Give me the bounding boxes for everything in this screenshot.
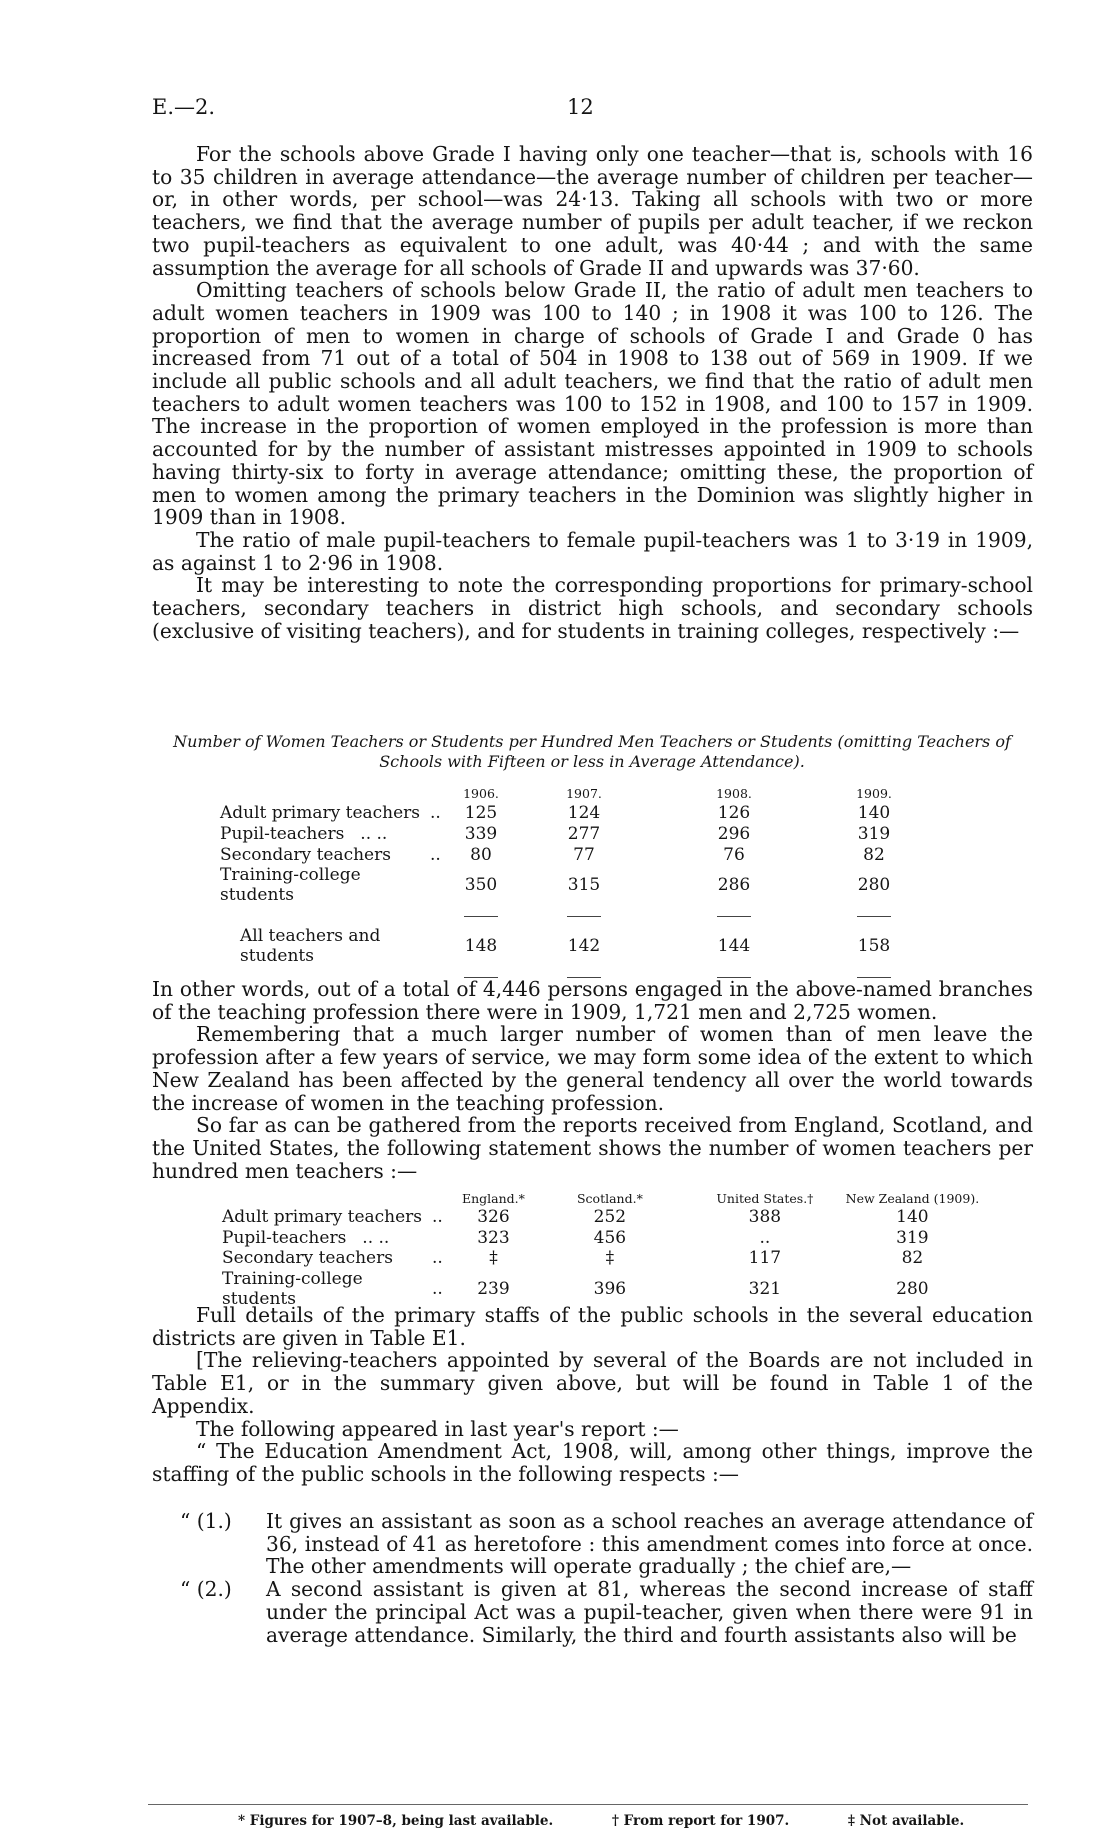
table-row xyxy=(222,1207,990,1228)
cell-value: 126 xyxy=(717,802,751,823)
table-row xyxy=(220,823,944,844)
table-international-comparison xyxy=(222,1190,990,1309)
table-row xyxy=(220,802,944,823)
cell-value: 296 xyxy=(717,823,751,844)
footnote: * Figures for 1907–8, being last available. xyxy=(238,1813,554,1829)
row-label xyxy=(220,823,430,844)
cell-value: 456 xyxy=(593,1227,627,1248)
list-item-number: “ (1.) xyxy=(180,1509,232,1533)
paragraph: “ The Education Amendment Act, 1908, will, among other things, improve the staffing of the public schools in the following respects :— xyxy=(152,1439,1033,1486)
row-leader: .. xyxy=(430,802,441,823)
cell-value: 319 xyxy=(896,1227,929,1248)
row-spacer xyxy=(430,823,458,844)
cell-value: 388 xyxy=(748,1207,782,1228)
footnote-divider xyxy=(148,1804,1028,1805)
cell-value: 280 xyxy=(896,1278,929,1299)
body-text-bottom xyxy=(152,1304,1033,1486)
row-label xyxy=(222,1228,432,1249)
table-total-row xyxy=(220,926,944,966)
row-label: Training-college students xyxy=(220,865,361,905)
column-header: 1908. xyxy=(716,786,752,801)
row-spacer xyxy=(432,1228,462,1249)
cell-value: 125 xyxy=(464,802,498,823)
cell-value: 280 xyxy=(857,875,891,895)
page-series-label: E.—2. xyxy=(152,95,216,119)
rule-dash xyxy=(717,916,751,917)
list-item-text: A second assistant is given at 81, whereas the second increase of staff under the principal Act was a pupil-teacher, given when there were 91 in average attendance. Similarly, the third and fourth assistants also will be xyxy=(266,1577,1033,1647)
cell-value: 82 xyxy=(901,1248,924,1269)
column-header: New Zealand (1909). xyxy=(845,1191,980,1206)
list-item-number: “ (2.) xyxy=(180,1577,232,1602)
row-label: Training-college students xyxy=(222,1268,363,1309)
column-header: 1906. xyxy=(463,786,499,801)
cell-value: 277 xyxy=(567,823,601,844)
list-item xyxy=(180,1578,1033,1646)
cell-value: 286 xyxy=(717,875,751,895)
table-row xyxy=(222,1248,990,1269)
column-header: Scotland.* xyxy=(576,1191,643,1206)
paragraph: It may be interesting to note the corresponding proportions for primary-school teachers, secondary teachers in district high schools, and secondary schools (exclusive of visiting teachers), and for students in training colleges, respectively :— xyxy=(152,573,1033,643)
row-leader: .. .. xyxy=(360,823,388,844)
row-label: Secondary teachers xyxy=(220,844,391,865)
row-leader: .. .. xyxy=(362,1227,390,1248)
row-label: Adult primary teachers xyxy=(222,1207,423,1228)
paragraph: For the schools above Grade I having only one teacher—that is, schools with 16 to 35 children in average attendance—the average number of children per teacher—or, in other words, per school—was 24·13. Taking all schools with two or more teachers, we find that the average number of pupils per adult teacher, if we reckon two pupil-teachers as equivalent to one adult, was 40·44 ; and with the same assumption the average for all schools of Grade II and upwards was 37·60. xyxy=(152,142,1033,280)
body-text-top xyxy=(152,143,1033,642)
footnote: ‡ Not available. xyxy=(847,1813,965,1829)
cell-value: 140 xyxy=(857,802,891,823)
row-leader: .. xyxy=(432,1278,443,1299)
list-item-text: It gives an assistant as soon as a school reaches an average attendance of 36, instead of 41 as heretofore : this amendment comes into force at once. The other amendments will operate gradually ; the chief are,— xyxy=(266,1509,1033,1579)
footnote: † From report for 1907. xyxy=(611,1813,790,1829)
cell-value: 77 xyxy=(573,844,595,865)
paragraph: Omitting teachers of schools below Grade II, the ratio of adult men teachers to adult women teachers in 1909 was 100 to 140 ; in 1908 it was 100 to 126. The proportion of men to women in charge of schools of Grade I and Grade 0 has increased from 71 out of a total of 504 in 1908 to 138 out of 569 in 1909. If we include all public schools and all adult teachers, we find that the ratio of adult men teachers to adult women teachers was 100 to 152 in 1908, and 100 to 157 in 1909. The increase in the proportion of women employed in the profession is more than accounted for by the number of assistant mistresses appointed in 1909 to schools having thirty-six to forty in average attendance; omitting these, the proportion of men to women among the primary teachers in the Dominion was slightly higher in 1909 than in 1908. xyxy=(152,278,1033,530)
table-women-per-hundred-men xyxy=(220,785,944,987)
total-value: 148 xyxy=(464,936,498,956)
cell-value: 323 xyxy=(477,1227,510,1248)
table-row xyxy=(222,1228,990,1249)
total-value: 158 xyxy=(857,936,891,956)
row-leader: .. xyxy=(432,1248,443,1269)
table1-caption: Number of Women Teachers or Students per Hundred Men Teachers or Students (omitting Teachers of Schools with Fifteen or less in Average Attendance). xyxy=(173,732,1011,771)
cell-value: 82 xyxy=(863,844,885,865)
rule-dash xyxy=(567,916,601,917)
row-label: Adult primary teachers xyxy=(220,802,421,823)
cell-value: 239 xyxy=(477,1278,510,1299)
row-leader: .. xyxy=(430,844,441,865)
column-header: England.* xyxy=(462,1191,525,1206)
rule-dash xyxy=(464,916,498,917)
row-leader: .. xyxy=(432,1207,443,1228)
cell-value: 117 xyxy=(748,1248,782,1269)
paragraph: The ratio of male pupil-teachers to female pupil-teachers was 1 to 3·19 in 1909, as against 1 to 2·96 in 1908. xyxy=(152,527,1033,575)
total-value: 142 xyxy=(567,936,601,956)
cell-value: 396 xyxy=(593,1278,627,1299)
paragraph: In other words, out of a total of 4,446 persons engaged in the above-named branches of the teaching profession there were in 1909, 1,721 men and 2,725 women. xyxy=(152,977,1033,1024)
total-value: 144 xyxy=(717,936,751,956)
paragraph: Full details of the primary staffs of the public schools in the several education districts are given in Table E1. xyxy=(152,1303,1033,1350)
list-item xyxy=(180,1510,1033,1578)
total-label: All teachers and students xyxy=(240,926,381,966)
cell-value: ‡ xyxy=(605,1248,615,1269)
cell-value: 326 xyxy=(477,1207,510,1228)
row-leader xyxy=(430,865,458,905)
page-number: 12 xyxy=(567,95,594,119)
cell-value: 76 xyxy=(723,844,745,865)
paragraph: [The relieving-teachers appointed by several of the Boards are not included in Table E1, or in the summary given above, but will be found in Table 1 of the Appendix. xyxy=(152,1348,1033,1418)
cell-value: 321 xyxy=(748,1278,782,1299)
footnotes xyxy=(238,1813,1018,1829)
rule-row xyxy=(220,905,944,926)
rule-dash xyxy=(857,916,891,917)
table-header-row xyxy=(222,1190,990,1207)
paragraph: Remembering that a much larger number of women than of men leave the profession after a few years of service, we may form some idea of the extent to which New Zealand has been affected by the general tendency all over the world towards the increase of women in the teaching profession. xyxy=(152,1022,1033,1115)
column-header: United States.† xyxy=(716,1191,814,1206)
table-header-row xyxy=(220,785,944,802)
paragraph: The following appeared in last year's report :— xyxy=(196,1416,679,1441)
column-header: 1907. xyxy=(566,786,602,801)
cell-value: ‡ xyxy=(489,1248,498,1269)
body-text-middle xyxy=(152,978,1033,1182)
row-label-text: Pupil-teachers xyxy=(222,1227,347,1248)
cell-value: 350 xyxy=(464,875,498,895)
cell-value: 339 xyxy=(464,823,498,844)
paragraph: So far as can be gathered from the reports received from England, Scotland, and the United States, the following statement shows the number of women teachers per hundred men teachers :— xyxy=(152,1113,1033,1183)
row-label: Secondary teachers xyxy=(222,1248,393,1269)
cell-value: 80 xyxy=(470,844,492,865)
cell-value: 319 xyxy=(857,823,891,844)
column-header: 1909. xyxy=(856,786,892,801)
row-label-text: Pupil-teachers xyxy=(220,823,345,844)
table-row xyxy=(220,844,944,865)
cell-value: 124 xyxy=(567,802,601,823)
cell-value: .. xyxy=(759,1227,771,1248)
cell-value: 315 xyxy=(567,875,601,895)
cell-value: 140 xyxy=(896,1207,929,1228)
amendment-list xyxy=(180,1510,1033,1646)
cell-value: 252 xyxy=(593,1207,627,1228)
table-row xyxy=(220,865,944,905)
